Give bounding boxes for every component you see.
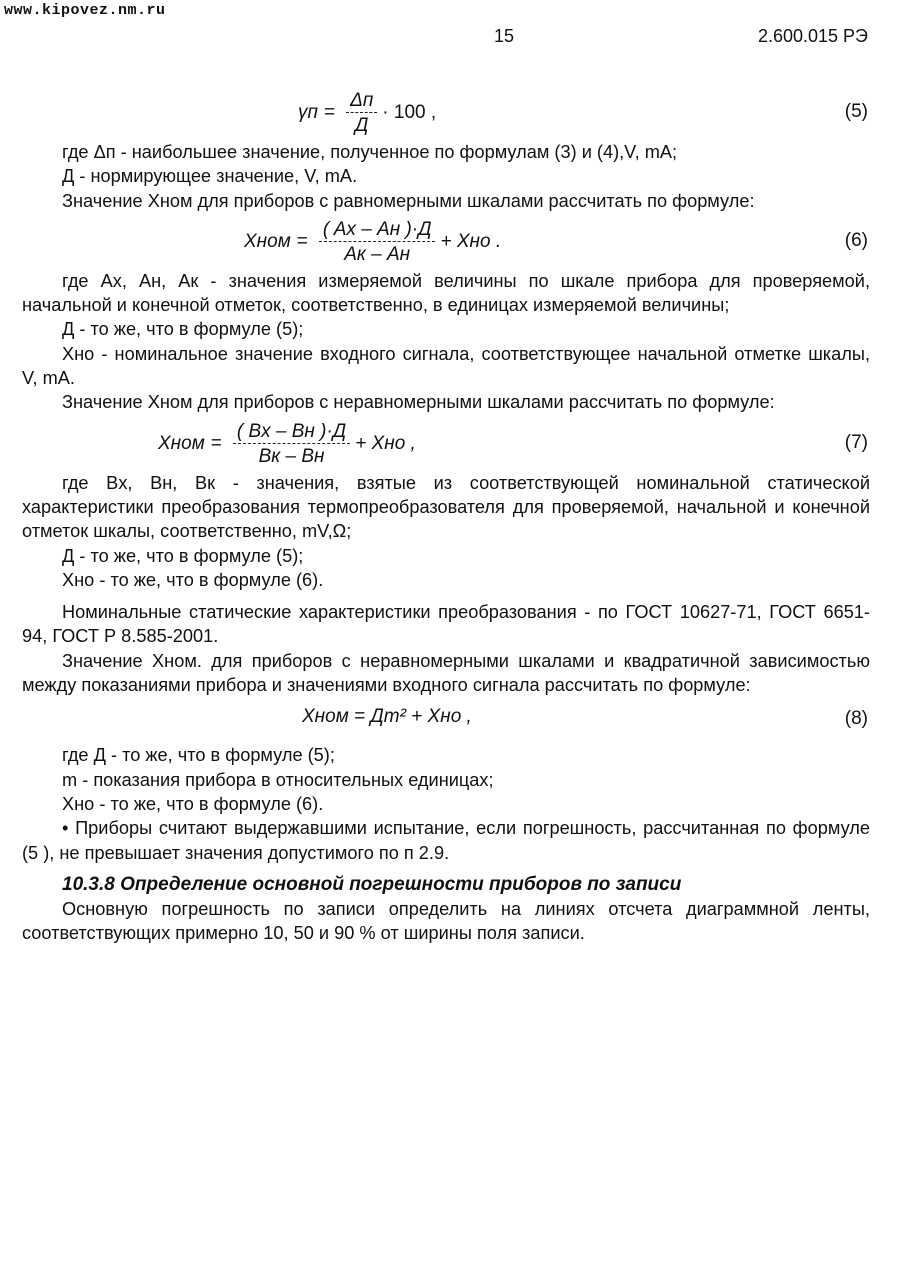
site-url: www.kipovez.nm.ru bbox=[4, 2, 166, 19]
formula-5-lhs: γп bbox=[298, 101, 318, 123]
formula-5-number: (5) bbox=[844, 101, 868, 122]
formula-8-expression: Xном = Дm² + Xно , bbox=[302, 706, 472, 728]
formula-6-lhs: Xном bbox=[244, 230, 291, 252]
paragraph: Д - нормирующее значение, V, mA. bbox=[62, 166, 358, 187]
section-heading: 10.3.8 Определение основной погрешности приборов по записи bbox=[62, 873, 682, 895]
formula-6-number: (6) bbox=[844, 229, 868, 251]
paragraph: Значение Xном для приборов с равномерными шкалами рассчитать по формуле: bbox=[62, 190, 755, 211]
paragraph: Xно - номинальное значение входного сигнала, соответствующее начальной отметке шкалы, V, mA. bbox=[22, 343, 870, 389]
formula-7-number: (7) bbox=[844, 431, 868, 453]
formula-5: γп = $\frac{\Delta п}{Д}$ · 100 , (5) bbox=[298, 90, 868, 136]
paragraph: Номинальные статические характеристики преобразования - по ГОСТ 10627-71, ГОСТ 6651-94, ГОСТ Р 8.585-2001. bbox=[22, 602, 870, 647]
formula-7-denominator: Bк – Bн bbox=[258, 445, 325, 467]
formula-6-tail: + Xно . bbox=[440, 230, 502, 252]
formula-7-tail: + Xно , bbox=[355, 432, 416, 454]
formula-6-denominator: Aк – Aн bbox=[344, 243, 411, 265]
paragraph: Основную погрешность по записи определить на линиях отсчета диаграммной ленты, соответствующих примерно 10, 50 и 90 % от ширины поля записи. bbox=[22, 899, 870, 944]
document-body bbox=[22, 84, 870, 946]
paragraph: Xно - то же, что в формуле (6). bbox=[62, 569, 324, 590]
formula-5-tail: · 100 , bbox=[382, 101, 437, 123]
paragraph: m - показания прибора в относительных единицах; bbox=[62, 769, 494, 790]
formula-7-lhs: Xном bbox=[158, 432, 205, 454]
paragraph: где Bх, Bн, Bк - значения, взятые из соответствующей номинальной статической характеристики преобразования термопреобразователя для проверяемой, начальной и конечной отметок шкалы, соответственно, mV,Ω; bbox=[22, 472, 870, 542]
formula-7: Xном = $\frac{( Bх - Bн )\cdot Д}{Bк - Bн}$ + Xно , (7) bbox=[158, 420, 868, 467]
document-code: 2.600.015 РЭ bbox=[757, 26, 868, 46]
paragraph: Значение Xном для приборов с неравномерными шкалами рассчитать по формуле: bbox=[62, 392, 775, 413]
paragraph: Д - то же, что в формуле (5); bbox=[62, 319, 304, 340]
formula-6-fraction bbox=[319, 219, 436, 265]
formula-5-denominator: Д bbox=[354, 115, 369, 136]
formula-6: Xном = $\frac{( Aх - Aн )\cdot Д}{Aк - Aн}$ + Xно . (6) bbox=[244, 218, 868, 265]
page-number: 15 bbox=[494, 26, 515, 46]
paragraph: где Δп - наибольшее значение, полученное по формулам (3) и (4),V, mA; bbox=[62, 142, 678, 162]
formula-5-numerator: Δп bbox=[346, 90, 377, 113]
formula-8-number: (8) bbox=[844, 708, 868, 730]
paragraph: • Приборы считают выдержавшими испытание, если погрешность, рассчитанная по формуле (5 ), не превышает значения допустимого по п 2.9. bbox=[22, 818, 870, 863]
formula-6-numerator: ( Aх – Aн )·Д bbox=[319, 219, 436, 242]
paragraph: Xно - то же, что в формуле (6). bbox=[62, 793, 324, 814]
formula-5-fraction bbox=[346, 90, 377, 136]
paragraph: Д - то же, что в формуле (5); bbox=[62, 545, 304, 566]
paragraph: где Д - то же, что в формуле (5); bbox=[62, 745, 335, 766]
formula-7-numerator: ( Bх – Bн )·Д bbox=[233, 421, 350, 444]
paragraph: Значение Xном. для приборов с неравномерными шкалами и квадратичной зависимостью между показаниями прибора и значениями входного сигнала рассчитать по формуле: bbox=[22, 650, 870, 696]
formula-7-fraction bbox=[233, 421, 350, 467]
formula-8 bbox=[22, 697, 870, 743]
paragraph: где Ах, Ан, Ак - значения измеряемой величины по шкале прибора для проверяемой, начальной и конечной отметок, соответственно, в единицах измеряемой величины; bbox=[22, 270, 870, 316]
